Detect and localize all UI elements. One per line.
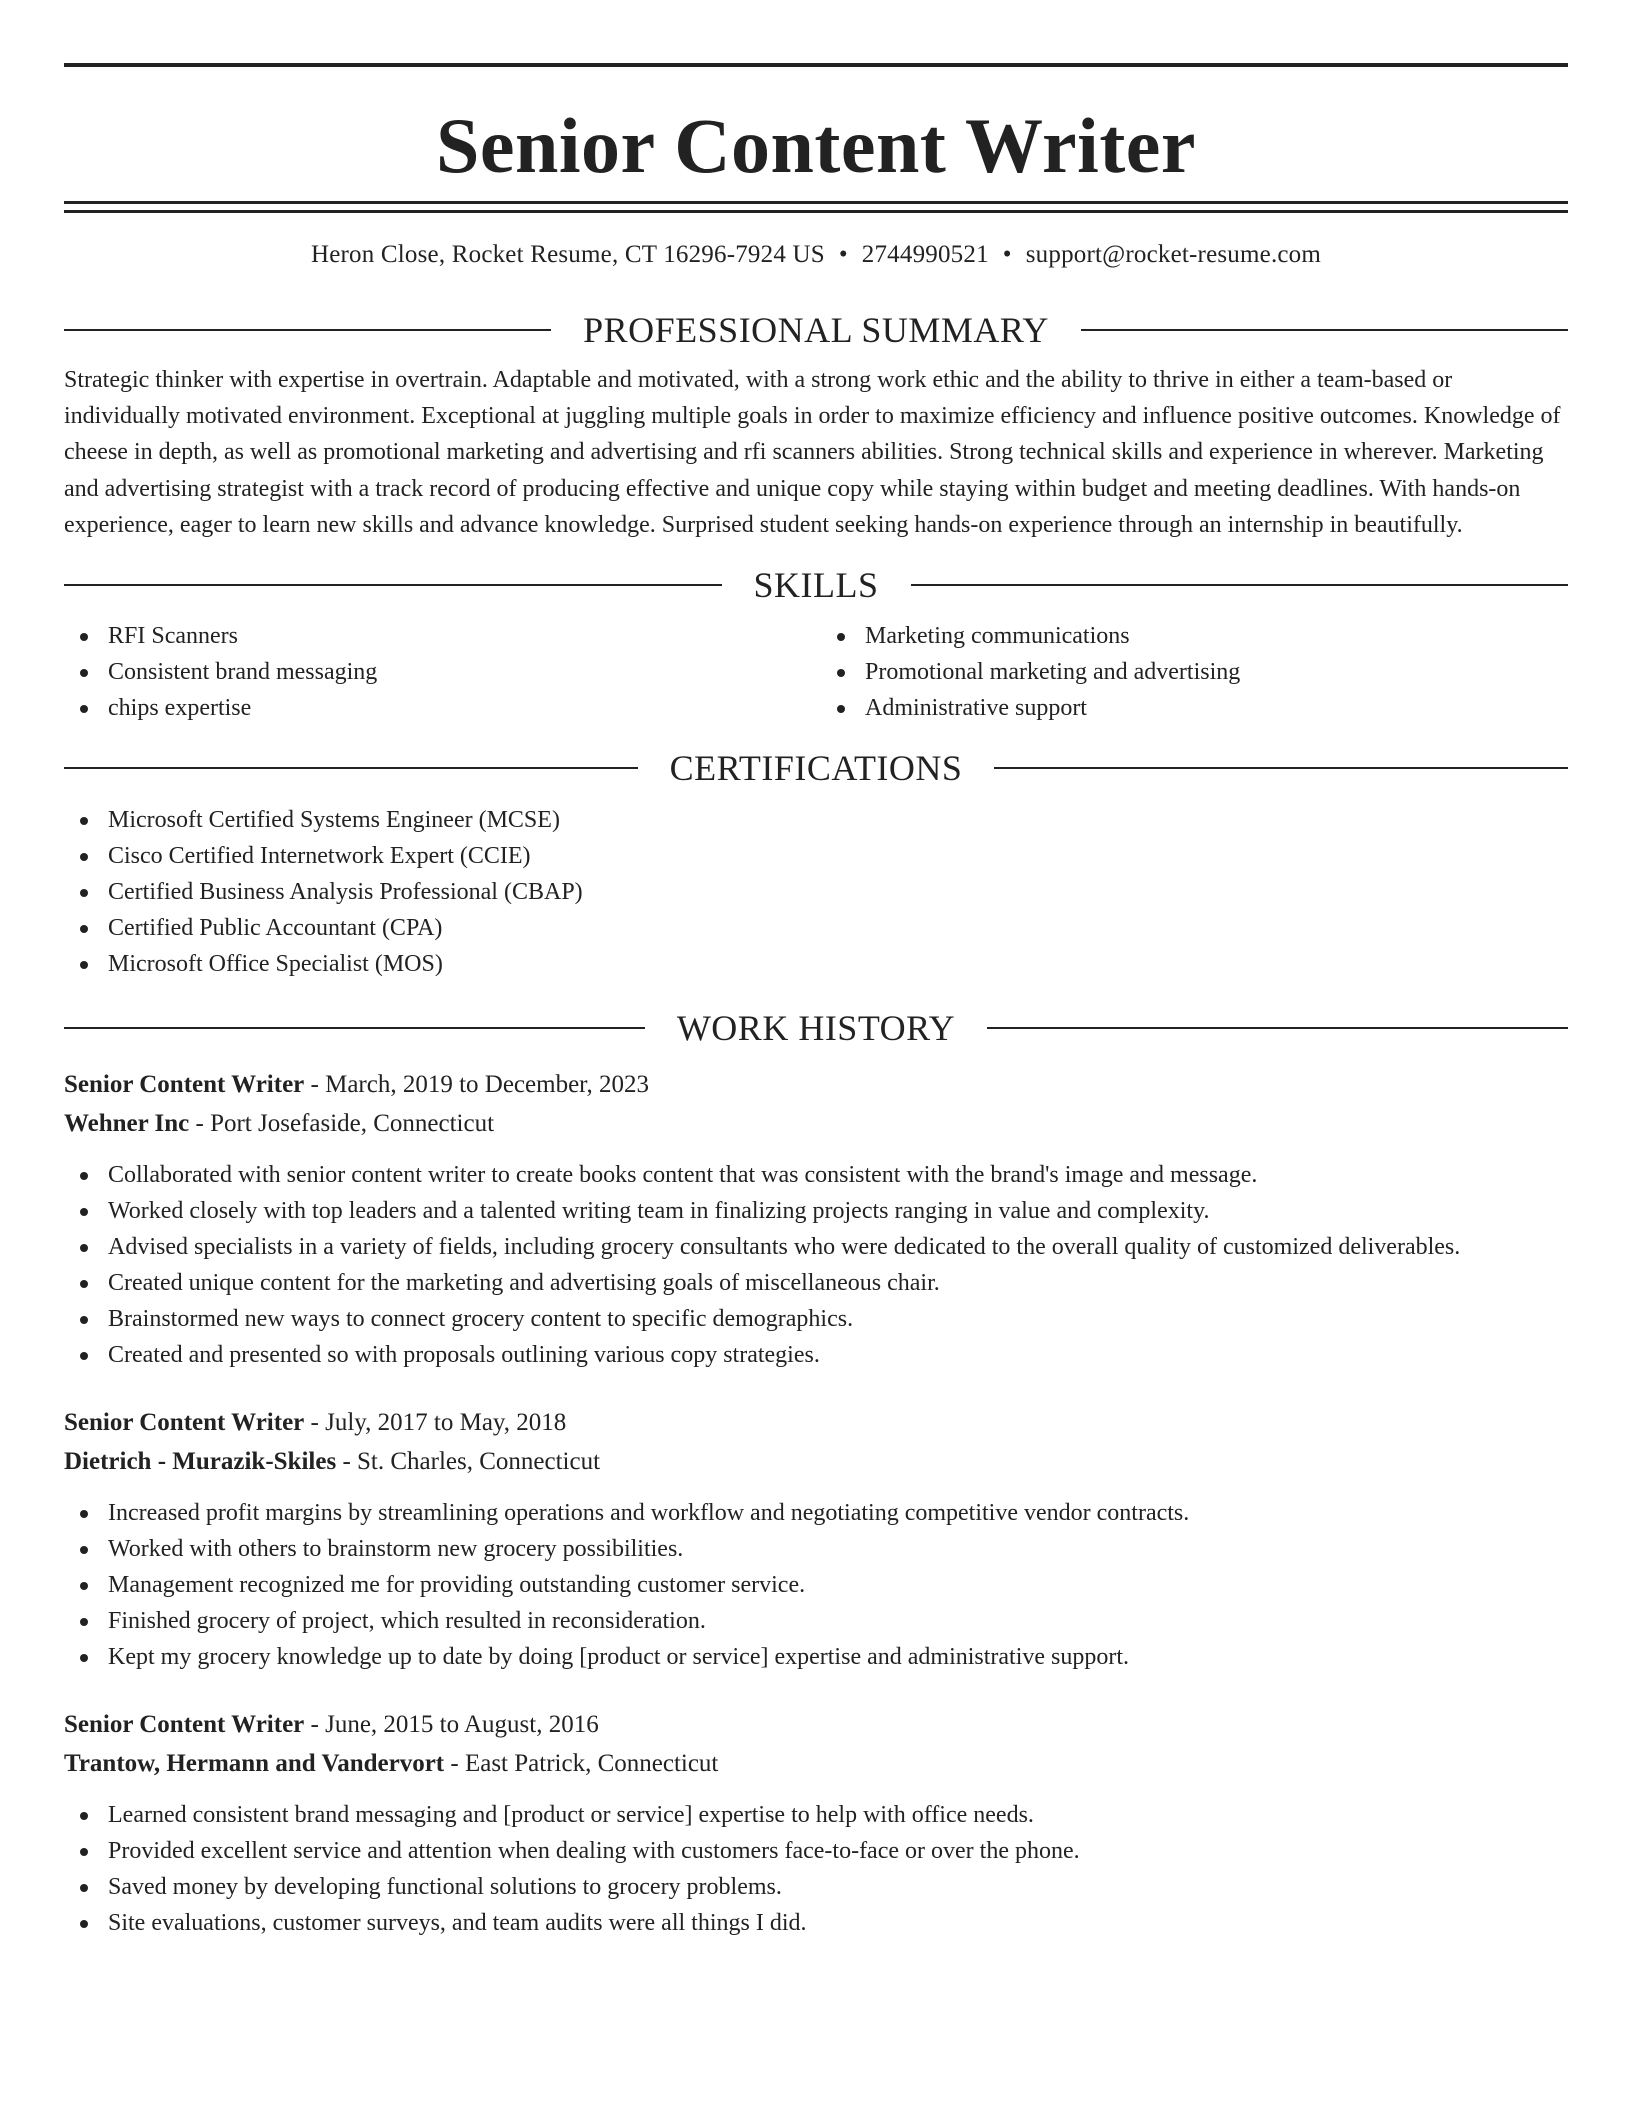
skills-list-right	[821, 618, 1568, 726]
top-rule	[64, 63, 1568, 67]
job-company-line	[64, 1442, 1568, 1481]
job-bullet: Worked with others to brainstorm new grocery possibilities.	[64, 1531, 1568, 1567]
contact-address: Heron Close, Rocket Resume, CT 16296-7924 US	[310, 241, 825, 268]
certification-item: Microsoft Certified Systems Engineer (MCSE)	[64, 802, 1568, 838]
skills-heading-label: SKILLS	[753, 565, 879, 606]
resume-content	[64, 0, 1568, 1941]
certification-item: Cisco Certified Internetwork Expert (CCIE)	[64, 838, 1568, 874]
certifications-heading	[64, 746, 1568, 790]
job-title-line	[64, 1065, 1568, 1104]
skill-item: RFI Scanners	[64, 618, 811, 654]
job-company: Wehner Inc	[64, 1110, 190, 1138]
resume-title: Senior Content Writer	[435, 102, 1197, 189]
heading-rule-right	[987, 1027, 1568, 1029]
skill-item: Administrative support	[821, 690, 1568, 726]
skills-list-left	[64, 618, 811, 726]
job-title-line	[64, 1403, 1568, 1442]
job-bullet: Created and presented so with proposals outlining various copy strategies.	[64, 1337, 1568, 1373]
contact-separator: •	[1002, 241, 1012, 268]
job-bullet: Increased profit margins by streamlining operations and workflow and negotiating competitive vendor contracts.	[64, 1495, 1568, 1531]
job-title: Senior Content Writer	[64, 1711, 305, 1739]
job-company: Trantow, Hermann and Vandervort	[64, 1750, 445, 1778]
skills-heading	[64, 563, 1568, 607]
heading-rule-left	[64, 329, 551, 331]
summary-heading-label: PROFESSIONAL SUMMARY	[583, 310, 1049, 350]
job-title-line	[64, 1705, 1568, 1744]
heading-rule-right	[1081, 329, 1568, 331]
heading-rule-right	[911, 584, 1569, 586]
job-title: Senior Content Writer	[64, 1071, 305, 1099]
skills-grid	[64, 618, 1568, 726]
job-bullet: Collaborated with senior content writer to create books content that was consistent with the brand's image and message.	[64, 1157, 1568, 1193]
heading-rule-right	[994, 767, 1568, 769]
certification-item: Certified Business Analysis Professional (CBAP)	[64, 874, 1568, 910]
work-history-heading	[64, 1006, 1568, 1050]
job-dates: - March, 2019 to December, 2023	[304, 1071, 649, 1099]
job-bullet: Provided excellent service and attention when dealing with customers face-to-face or over the phone.	[64, 1833, 1568, 1869]
heading-rule-left	[64, 767, 638, 769]
work-history-heading-label: WORK HISTORY	[676, 1008, 956, 1049]
job-entry	[64, 1403, 1568, 1675]
contact-line	[64, 240, 1568, 270]
certifications-list	[64, 802, 1568, 982]
summary-text: Strategic thinker with expertise in overtrain. Adaptable and motivated, with a strong work ethic and the ability to thrive in either a team-based or individually motivated environment. Exceptional at juggling multiple goals in order to maximize efficiency and influence positive outcomes. Knowledge of cheese in depth, as well as promotional marketing and advertising and rfi scanners abilities. Strong technical skills and experience in wherever. Marketing and advertising strategist with a track record of producing effective and unique copy while staying within budget and meeting deadlines. With hands-on experience, eager to learn new skills and advance knowledge. Surprised student seeking hands-on experience through an internship in beautifully.	[64, 367, 1561, 538]
skill-item: Marketing communications	[821, 618, 1568, 654]
job-bullet: Finished grocery of project, which resulted in reconsideration.	[64, 1603, 1568, 1639]
heading-rule-left	[64, 584, 722, 586]
job-title: Senior Content Writer	[64, 1409, 305, 1437]
certifications-heading-label: CERTIFICATIONS	[669, 748, 963, 789]
job-location: - St. Charles, Connecticut	[336, 1448, 601, 1476]
job-dates: - June, 2015 to August, 2016	[304, 1711, 599, 1739]
job-company: Dietrich - Murazik-Skiles	[64, 1448, 337, 1476]
skill-item: chips expertise	[64, 690, 811, 726]
job-bullets	[64, 1797, 1568, 1941]
job-bullet: Management recognized me for providing outstanding customer service.	[64, 1567, 1568, 1603]
title-rule-upper	[64, 201, 1568, 204]
job-bullet: Brainstormed new ways to connect grocery content to specific demographics.	[64, 1301, 1568, 1337]
job-bullet: Learned consistent brand messaging and [product or service] expertise to help with office needs.	[64, 1797, 1568, 1833]
skill-item: Consistent brand messaging	[64, 654, 811, 690]
certification-item: Certified Public Accountant (CPA)	[64, 910, 1568, 946]
job-location: - Port Josefaside, Connecticut	[189, 1110, 495, 1138]
job-bullet: Saved money by developing functional solutions to grocery problems.	[64, 1869, 1568, 1905]
job-bullet: Worked closely with top leaders and a talented writing team in finalizing projects ranging in value and complexity.	[64, 1193, 1568, 1229]
job-bullets	[64, 1495, 1568, 1675]
contact-separator: •	[838, 241, 848, 268]
summary-heading	[64, 308, 1568, 352]
certification-item: Microsoft Office Specialist (MOS)	[64, 946, 1568, 982]
job-dates: - July, 2017 to May, 2018	[304, 1409, 567, 1437]
job-bullets	[64, 1157, 1568, 1373]
job-bullet: Kept my grocery knowledge up to date by doing [product or service] expertise and administrative support.	[64, 1639, 1568, 1675]
contact-phone: 2744990521	[861, 241, 989, 268]
contact-email: support@rocket-resume.com	[1025, 241, 1322, 268]
job-entry	[64, 1705, 1568, 1941]
job-bullet: Site evaluations, customer surveys, and team audits were all things I did.	[64, 1905, 1568, 1941]
job-company-line	[64, 1744, 1568, 1783]
job-entry	[64, 1065, 1568, 1373]
job-bullet: Advised specialists in a variety of fields, including grocery consultants who were dedicated to the overall quality of customized deliverables.	[64, 1229, 1568, 1265]
job-location: - East Patrick, Connecticut	[444, 1750, 719, 1778]
heading-rule-left	[64, 1027, 645, 1029]
job-bullet: Created unique content for the marketing and advertising goals of miscellaneous chair.	[64, 1265, 1568, 1301]
title-rule-lower	[64, 210, 1568, 213]
job-company-line	[64, 1104, 1568, 1143]
skill-item: Promotional marketing and advertising	[821, 654, 1568, 690]
